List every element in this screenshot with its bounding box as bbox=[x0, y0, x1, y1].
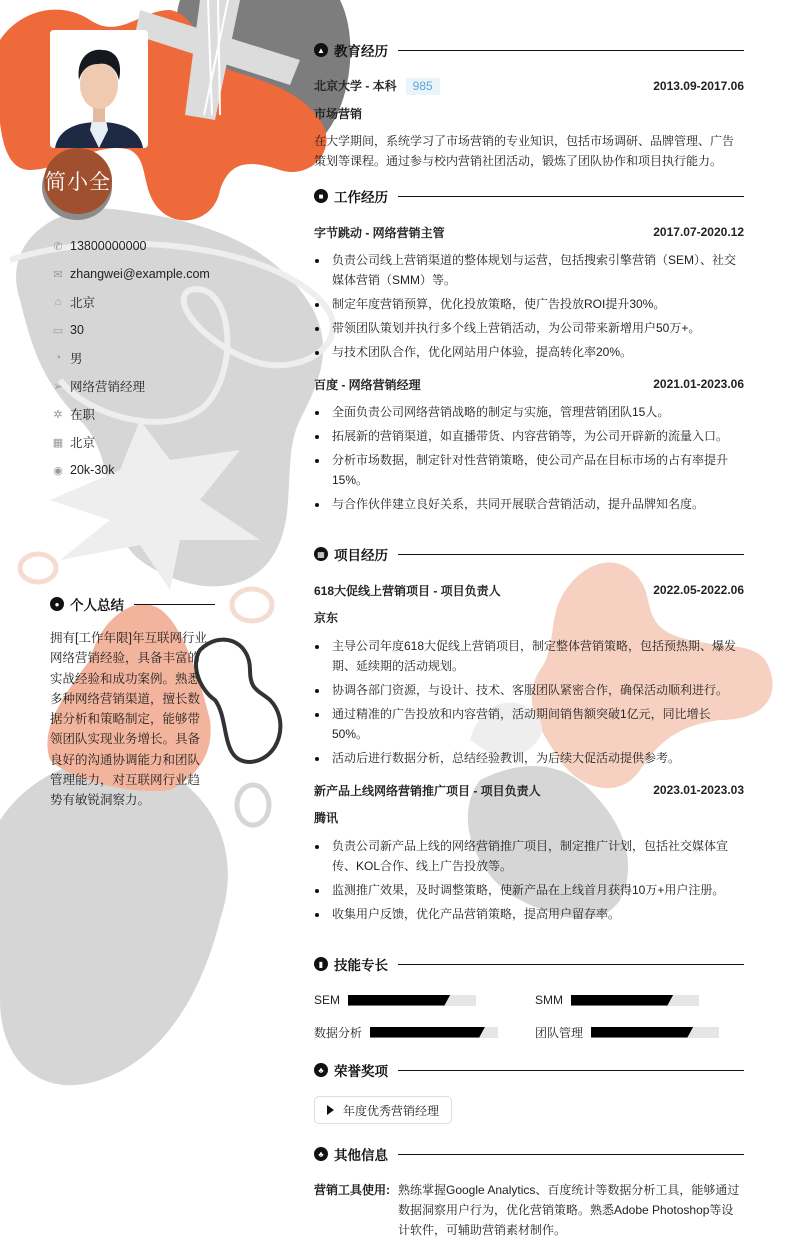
divider bbox=[398, 1154, 744, 1155]
section-title: 技能专长 bbox=[334, 958, 388, 973]
info-value: 北京 bbox=[70, 436, 96, 450]
list-item: 分析市场数据，制定针对性营销策略，使公司产品在目标市场的占有率提升15%。 bbox=[314, 450, 744, 490]
section-title: 教育经历 bbox=[334, 44, 388, 59]
skill-item bbox=[535, 1022, 744, 1042]
info-value: 在职 bbox=[70, 408, 96, 422]
skill-name: 数据分析 bbox=[314, 1025, 363, 1040]
info-gender bbox=[50, 344, 250, 372]
education-section bbox=[314, 40, 744, 171]
project-title: 618大促线上营销项目 - 项目负责人 bbox=[314, 583, 501, 598]
education-row bbox=[314, 76, 744, 96]
other-value: 熟练掌握Google Analytics、百度统计等数据分析工具，能够通过数据洞察用户行为，优化营销策略。熟悉Adobe Photoshop等设计软件，可辅助营销素材制作。 bbox=[398, 1183, 740, 1237]
list-item: 收集用户反馈，优化产品营销策略，提高用户留存率。 bbox=[314, 904, 744, 924]
summary-section bbox=[50, 594, 215, 811]
salary-icon: ◉ bbox=[53, 464, 63, 477]
date-range: 2022.05-2022.06 bbox=[653, 583, 744, 597]
work-item bbox=[314, 374, 744, 514]
award-icon: ♣ bbox=[314, 1063, 328, 1077]
job-title: 百度 - 网络营销经理 bbox=[314, 377, 421, 392]
list-item: 拓展新的营销渠道，如直播带货、内容营销等，为公司开辟新的流量入口。 bbox=[314, 426, 744, 446]
graduation-cap-icon: ▲ bbox=[314, 43, 328, 57]
bar-chart-icon: ▮ bbox=[314, 957, 328, 971]
info-salary bbox=[50, 456, 250, 484]
send-icon: ➢ bbox=[53, 380, 63, 393]
info-value: 北京 bbox=[70, 296, 96, 310]
company: 京东 bbox=[314, 611, 339, 625]
info-age bbox=[50, 316, 250, 344]
avatar bbox=[50, 30, 148, 148]
skill-item bbox=[314, 1022, 535, 1042]
section-title: 项目经历 bbox=[334, 548, 388, 563]
divider bbox=[398, 964, 744, 965]
section-header bbox=[314, 1060, 744, 1080]
grid-icon: ▦ bbox=[314, 547, 328, 561]
skill-bar bbox=[591, 1027, 719, 1038]
company: 腾讯 bbox=[314, 811, 339, 825]
divider bbox=[398, 554, 744, 555]
list-item: 监测推广效果，及时调整策略，使新产品在上线首月获得10万+用户注册。 bbox=[314, 880, 744, 900]
list-item: 制定年度营销预算，优化投放策略，使广告投放ROI提升30%。 bbox=[314, 294, 744, 314]
skill-name: 团队管理 bbox=[535, 1025, 584, 1040]
project-title: 新产品上线网络营销推广项目 - 项目负责人 bbox=[314, 783, 541, 798]
info-value: zhangwei@example.com bbox=[70, 267, 210, 281]
other-info-row bbox=[314, 1180, 744, 1240]
info-status bbox=[50, 400, 250, 428]
profile-photo bbox=[50, 30, 148, 148]
mail-icon: ✉ bbox=[53, 268, 63, 281]
section-header bbox=[314, 954, 744, 974]
date-range: 2017.07-2020.12 bbox=[653, 225, 744, 239]
section-title: 荣誉奖项 bbox=[334, 1064, 388, 1079]
section-header bbox=[50, 594, 215, 614]
user-icon: ● bbox=[50, 597, 64, 611]
award-icon: ♣ bbox=[314, 1147, 328, 1161]
work-item bbox=[314, 222, 744, 362]
list-item: 全面负责公司网络营销战略的制定与实施，管理营销团队15人。 bbox=[314, 402, 744, 422]
skill-bar-fill bbox=[591, 1027, 693, 1038]
project-item bbox=[314, 580, 744, 768]
other-section bbox=[314, 1144, 744, 1240]
home-icon: ⌂ bbox=[54, 296, 62, 308]
info-value: 13800000000 bbox=[70, 239, 147, 253]
play-triangle-icon bbox=[327, 1105, 334, 1115]
skill-bar bbox=[370, 1027, 498, 1038]
candidate-name: 简小全 bbox=[44, 148, 112, 214]
divider bbox=[398, 50, 744, 51]
section-header bbox=[314, 186, 744, 206]
skill-bar-fill bbox=[348, 995, 450, 1006]
bullet-list bbox=[314, 836, 744, 924]
award-name: 年度优秀营销经理 bbox=[343, 1103, 440, 1118]
date-range: 2021.01-2023.06 bbox=[653, 377, 744, 391]
name-badge bbox=[44, 148, 114, 218]
gender-icon: ◔ bbox=[54, 352, 62, 364]
list-item: 带领团队策划并执行多个线上营销活动，为公司带来新增用户50万+。 bbox=[314, 318, 744, 338]
project-item bbox=[314, 780, 744, 924]
skills-grid bbox=[314, 990, 744, 1042]
list-item: 主导公司年度618大促线上营销项目，制定整体营销策略，包括预热期、爆发期、延续期的活动规划。 bbox=[314, 636, 744, 676]
bullet-list bbox=[314, 402, 744, 514]
list-item: 负责公司新产品上线的网络营销推广项目，制定推广计划，包括社交媒体宣传、KOL合作、线上广告投放等。 bbox=[314, 836, 744, 876]
skill-bar-fill bbox=[370, 1027, 485, 1038]
other-label: 营销工具使用: bbox=[314, 1183, 390, 1197]
skill-bar-fill bbox=[571, 995, 673, 1006]
divider bbox=[398, 196, 744, 197]
skill-name: SMM bbox=[535, 993, 563, 1007]
phone-icon: ✆ bbox=[53, 240, 63, 253]
briefcase-icon: ■ bbox=[314, 189, 328, 203]
section-header bbox=[314, 40, 744, 60]
section-title: 工作经历 bbox=[334, 190, 388, 205]
age-icon: ▭ bbox=[52, 324, 64, 337]
education-desc: 在大学期间，系统学习了市场营销的专业知识，包括市场调研、品牌管理、广告策划等课程。通过参与校内营销社团活动，锻炼了团队协作和项目执行能力。 bbox=[314, 134, 735, 168]
list-item: 通过精准的广告投放和内容营销，活动期间销售额突破1亿元，同比增长50%。 bbox=[314, 704, 744, 744]
date-range: 2013.09-2017.06 bbox=[653, 79, 744, 93]
bullet-list bbox=[314, 636, 744, 768]
skill-bar bbox=[348, 995, 476, 1006]
section-header bbox=[314, 1144, 744, 1164]
job-title: 字节跳动 - 网络营销主管 bbox=[314, 225, 445, 240]
building-icon: ▦ bbox=[52, 436, 64, 449]
info-value: 网络营销经理 bbox=[70, 380, 146, 394]
list-item: 活动后进行数据分析，总结经验教训，为后续大促活动提供参考。 bbox=[314, 748, 744, 768]
projects-section bbox=[314, 544, 744, 928]
skills-section bbox=[314, 954, 744, 1042]
info-city bbox=[50, 428, 250, 456]
skill-item bbox=[535, 990, 744, 1010]
info-value: 男 bbox=[70, 352, 83, 366]
info-location bbox=[50, 288, 250, 316]
divider bbox=[398, 1070, 744, 1071]
list-item: 与技术团队合作，优化网站用户体验，提高转化率20%。 bbox=[314, 342, 744, 362]
summary-text: 拥有[工作年限]年互联网行业网络营销经验，具备丰富的实战经验和成功案例。熟悉多种网络营销渠道，擅长数据分析和策略制定，能够带领团队实现业务增长。具备良好的沟通协调能力和团队管理能力，对互联网行业趋势有敏锐洞察力。 bbox=[50, 631, 207, 808]
skill-bar bbox=[571, 995, 699, 1006]
skill-item bbox=[314, 990, 535, 1010]
list-item: 协调各部门资源，与设计、技术、客服团队紧密合作，确保活动顺利进行。 bbox=[314, 680, 744, 700]
section-title: 其他信息 bbox=[334, 1148, 388, 1163]
info-value: 20k-30k bbox=[70, 463, 115, 477]
work-section bbox=[314, 186, 744, 518]
status-icon: ✲ bbox=[53, 408, 63, 421]
info-email bbox=[50, 260, 250, 288]
info-phone bbox=[50, 232, 250, 260]
date-range: 2023.01-2023.03 bbox=[653, 783, 744, 797]
contact-info-list bbox=[50, 232, 250, 484]
school-name: 北京大学 - 本科 bbox=[314, 79, 397, 93]
major: 市场营销 bbox=[314, 107, 363, 121]
bullet-list bbox=[314, 250, 744, 362]
award-badge bbox=[314, 1096, 452, 1124]
info-position bbox=[50, 372, 250, 400]
section-title: 个人总结 bbox=[70, 598, 124, 613]
divider bbox=[134, 604, 215, 605]
honors-section bbox=[314, 1060, 744, 1124]
info-value: 30 bbox=[70, 323, 84, 337]
school-tag: 985 bbox=[406, 78, 440, 95]
list-item: 与合作伙伴建立良好关系，共同开展联合营销活动，提升品牌知名度。 bbox=[314, 494, 744, 514]
section-header bbox=[314, 544, 744, 564]
skill-name: SEM bbox=[314, 993, 341, 1007]
list-item: 负责公司线上营销渠道的整体规划与运营，包括搜索引擎营销（SEM）、社交媒体营销（SMM）等。 bbox=[314, 250, 744, 290]
